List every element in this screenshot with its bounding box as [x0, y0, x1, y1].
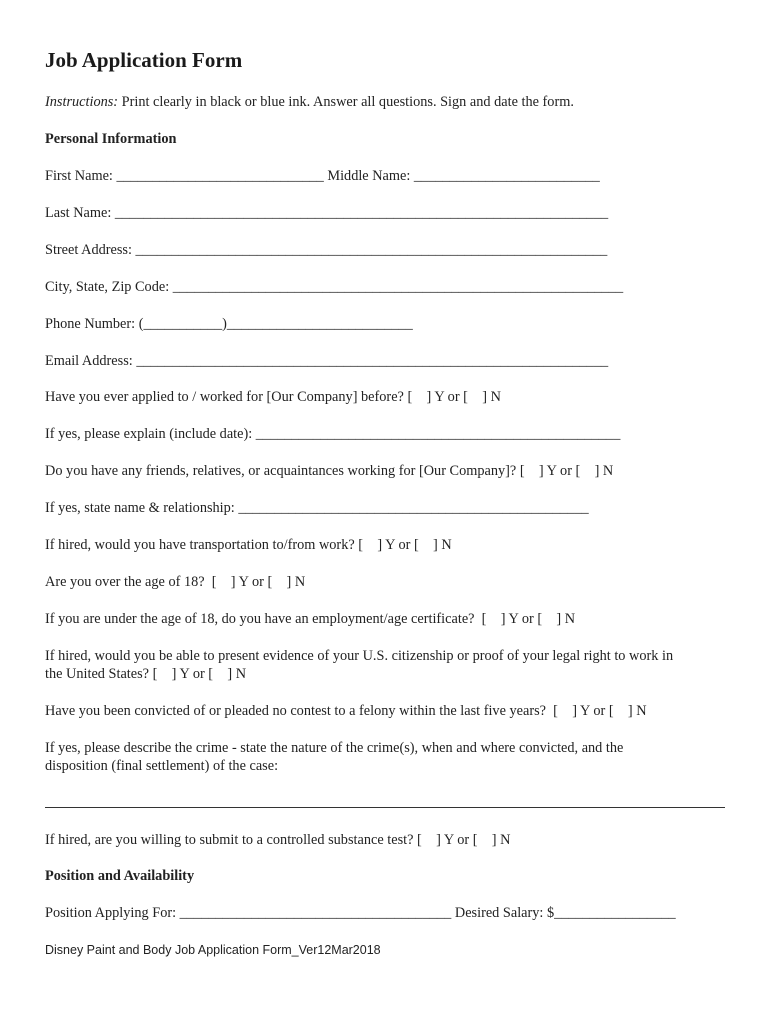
section-personal-heading: Personal Information — [45, 131, 177, 147]
section-position-heading: Position and Availability — [45, 868, 195, 884]
email-address-field[interactable]: Email Address: __________________________________________________________________ — [45, 353, 609, 369]
footer-text: Disney Paint and Body Job Application Form_Ver12Mar2018 — [45, 943, 381, 957]
instructions — [45, 93, 574, 111]
question-felony[interactable]: Have you been convicted of or pleaded no contest to a felony within the last five years? [ ] Y or [ ] N — [45, 703, 647, 719]
question-citizenship-line-1: If hired, would you be able to present evidence of your U.S. citizenship or proof of your legal right to work in — [45, 648, 674, 664]
question-applied-before[interactable]: Have you ever applied to / worked for [Our Company] before? [ ] Y or [ ] N — [45, 389, 501, 405]
applied-explain-field[interactable]: If yes, please explain (include date): ___________________________________________________ — [45, 426, 621, 442]
instructions-text: Print clearly in black or blue ink. Answer all questions. Sign and date the form. — [118, 94, 574, 110]
form-title: Job Application Form — [45, 48, 243, 72]
city-state-zip-field[interactable]: City, State, Zip Code: _______________________________________________________________ — [45, 279, 624, 295]
question-substance-test[interactable]: If hired, are you willing to submit to a controlled substance test? [ ] Y or [ ] N — [45, 832, 511, 848]
question-crime-line-1: If yes, please describe the crime - state the nature of the crime(s), when and where convicted, and the — [45, 740, 624, 756]
phone-number-field[interactable]: Phone Number: (___________)__________________________ — [45, 316, 413, 332]
friends-relationship-field[interactable]: If yes, state name & relationship: _________________________________________________ — [45, 500, 589, 516]
question-transportation[interactable]: If hired, would you have transportation to/from work? [ ] Y or [ ] N — [45, 537, 452, 553]
question-age-certificate[interactable]: If you are under the age of 18, do you have an employment/age certificate? [ ] Y or [ ] N — [45, 611, 576, 627]
crime-description-field[interactable] — [45, 807, 725, 808]
instructions-label: Instructions: — [45, 94, 119, 110]
question-over-18[interactable]: Are you over the age of 18? [ ] Y or [ ] N — [45, 574, 306, 590]
last-name-field[interactable]: Last Name: _____________________________________________________________________ — [45, 205, 609, 221]
question-crime-line-2: disposition (final settlement) of the case: — [45, 758, 279, 774]
question-citizenship-line-2[interactable]: the United States? [ ] Y or [ ] N — [45, 666, 247, 682]
first-middle-name-field[interactable]: First Name: _____________________________ Middle Name: __________________________ — [45, 168, 600, 184]
question-friends-working[interactable]: Do you have any friends, relatives, or acquaintances working for [Our Company]? [ ] Y or [ ] N — [45, 463, 614, 479]
position-salary-field[interactable]: Position Applying For: ______________________________________ Desired Salary: $_________________ — [45, 905, 676, 921]
street-address-field[interactable]: Street Address: __________________________________________________________________ — [45, 242, 608, 258]
